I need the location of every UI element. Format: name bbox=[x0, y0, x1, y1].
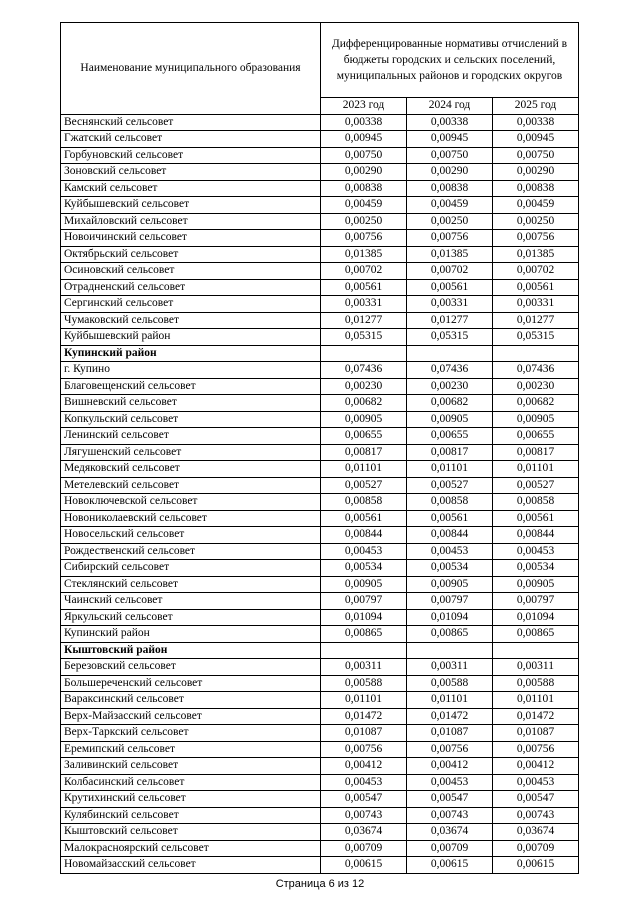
normative-value-2023: 0,00865 bbox=[321, 626, 407, 643]
header-name-column: Наименование муниципального образования bbox=[61, 23, 321, 115]
table-row bbox=[61, 675, 579, 692]
normative-value-2024: 0,00534 bbox=[407, 560, 493, 577]
normative-value-2024: 0,00858 bbox=[407, 494, 493, 511]
normative-value-2025: 0,00797 bbox=[493, 593, 579, 610]
table-row bbox=[61, 230, 579, 247]
normative-value-2024: 0,00756 bbox=[407, 230, 493, 247]
municipality-name: Еремипский сельсовет bbox=[61, 741, 321, 758]
municipality-name: Медяковский сельсовет bbox=[61, 461, 321, 478]
normative-value-2023: 0,01094 bbox=[321, 609, 407, 626]
municipality-name: Новониколаевский сельсовет bbox=[61, 510, 321, 527]
normative-value-2023: 0,01385 bbox=[321, 246, 407, 263]
municipality-name: Сибирский сельсовет bbox=[61, 560, 321, 577]
normative-value-2023: 0,00338 bbox=[321, 114, 407, 131]
normative-value-2025: 0,00527 bbox=[493, 477, 579, 494]
normative-value-2023: 0,01101 bbox=[321, 461, 407, 478]
page-footer: Страница 6 из 12 bbox=[275, 878, 365, 890]
normative-value-2025: 0,01277 bbox=[493, 312, 579, 329]
normative-value-2024: 0,00290 bbox=[407, 164, 493, 181]
table-row bbox=[61, 708, 579, 725]
municipality-name: Малокрасноярский сельсовет bbox=[61, 840, 321, 857]
normative-value-2023: 0,00331 bbox=[321, 296, 407, 313]
municipality-name: Камский сельсовет bbox=[61, 180, 321, 197]
normative-value-2025: 0,01101 bbox=[493, 461, 579, 478]
table-row bbox=[61, 263, 579, 280]
table-row bbox=[61, 164, 579, 181]
table-row bbox=[61, 444, 579, 461]
table-row bbox=[61, 692, 579, 709]
normative-value-2024: 0,00588 bbox=[407, 675, 493, 692]
normative-value-2024: 0,00250 bbox=[407, 213, 493, 230]
normative-value-2023: 0,00230 bbox=[321, 378, 407, 395]
normative-value-2025: 0,00750 bbox=[493, 147, 579, 164]
normative-value-2024: 0,00561 bbox=[407, 279, 493, 296]
normative-value-2023: 0,01101 bbox=[321, 692, 407, 709]
normative-value-2025: 0,00534 bbox=[493, 560, 579, 577]
normative-value-2024: 0,00844 bbox=[407, 527, 493, 544]
empty-cell bbox=[407, 642, 493, 659]
table-row bbox=[61, 576, 579, 593]
normative-value-2023: 0,00534 bbox=[321, 560, 407, 577]
table-row bbox=[61, 197, 579, 214]
normative-value-2025: 0,00702 bbox=[493, 263, 579, 280]
table-row bbox=[61, 741, 579, 758]
municipality-name: Ленинский сельсовет bbox=[61, 428, 321, 445]
table-row bbox=[61, 510, 579, 527]
normative-value-2023: 0,00743 bbox=[321, 807, 407, 824]
municipality-name: Кыштовский сельсовет bbox=[61, 824, 321, 841]
normative-value-2025: 0,07436 bbox=[493, 362, 579, 379]
municipality-name: Вишневский сельсовет bbox=[61, 395, 321, 412]
empty-cell bbox=[493, 345, 579, 362]
normative-value-2024: 0,00561 bbox=[407, 510, 493, 527]
normative-value-2025: 0,05315 bbox=[493, 329, 579, 346]
normative-value-2025: 0,00945 bbox=[493, 131, 579, 148]
normative-value-2024: 0,01277 bbox=[407, 312, 493, 329]
normative-value-2023: 0,00838 bbox=[321, 180, 407, 197]
normative-value-2023: 0,00756 bbox=[321, 741, 407, 758]
normative-value-2024: 0,00797 bbox=[407, 593, 493, 610]
normative-value-2025: 0,00331 bbox=[493, 296, 579, 313]
normative-value-2025: 0,01472 bbox=[493, 708, 579, 725]
normative-value-2024: 0,00750 bbox=[407, 147, 493, 164]
normative-value-2023: 0,00527 bbox=[321, 477, 407, 494]
municipality-name: г. Купино bbox=[61, 362, 321, 379]
normative-value-2024: 0,03674 bbox=[407, 824, 493, 841]
normative-value-2024: 0,00331 bbox=[407, 296, 493, 313]
municipality-name: Веснянский сельсовет bbox=[61, 114, 321, 131]
normative-value-2025: 0,01094 bbox=[493, 609, 579, 626]
normative-value-2024: 0,00756 bbox=[407, 741, 493, 758]
municipality-name: Зоновский сельсовет bbox=[61, 164, 321, 181]
section-row bbox=[61, 345, 579, 362]
table-row bbox=[61, 114, 579, 131]
normative-value-2023: 0,01472 bbox=[321, 708, 407, 725]
table-row bbox=[61, 477, 579, 494]
normative-value-2023: 0,00547 bbox=[321, 791, 407, 808]
normative-value-2023: 0,00844 bbox=[321, 527, 407, 544]
municipality-name: Чаинский сельсовет bbox=[61, 593, 321, 610]
empty-cell bbox=[321, 642, 407, 659]
normative-value-2025: 0,00453 bbox=[493, 543, 579, 560]
table-row bbox=[61, 758, 579, 775]
municipality-name: Новосельский сельсовет bbox=[61, 527, 321, 544]
normative-value-2025: 0,00865 bbox=[493, 626, 579, 643]
normative-value-2024: 0,00412 bbox=[407, 758, 493, 775]
normative-value-2025: 0,00682 bbox=[493, 395, 579, 412]
section-title: Купинский район bbox=[61, 345, 321, 362]
empty-cell bbox=[493, 642, 579, 659]
table-row bbox=[61, 411, 579, 428]
table-row bbox=[61, 807, 579, 824]
municipality-name: Заливинский сельсовет bbox=[61, 758, 321, 775]
table-row bbox=[61, 246, 579, 263]
normative-value-2024: 0,01094 bbox=[407, 609, 493, 626]
municipality-name: Вараксинский сельсовет bbox=[61, 692, 321, 709]
municipality-name: Метелевский сельсовет bbox=[61, 477, 321, 494]
municipality-name: Горбуновский сельсовет bbox=[61, 147, 321, 164]
normative-value-2023: 0,00311 bbox=[321, 659, 407, 676]
normative-value-2023: 0,07436 bbox=[321, 362, 407, 379]
normative-value-2024: 0,00230 bbox=[407, 378, 493, 395]
normative-value-2023: 0,03674 bbox=[321, 824, 407, 841]
table-row bbox=[61, 180, 579, 197]
normative-value-2023: 0,00561 bbox=[321, 510, 407, 527]
normative-value-2023: 0,00797 bbox=[321, 593, 407, 610]
normative-value-2025: 0,00756 bbox=[493, 230, 579, 247]
normative-value-2024: 0,05315 bbox=[407, 329, 493, 346]
normative-value-2023: 0,00682 bbox=[321, 395, 407, 412]
normative-value-2025: 0,00250 bbox=[493, 213, 579, 230]
normative-value-2025: 0,00412 bbox=[493, 758, 579, 775]
municipality-name: Новоичинский сельсовет bbox=[61, 230, 321, 247]
table-row bbox=[61, 824, 579, 841]
normative-value-2025: 0,00547 bbox=[493, 791, 579, 808]
normative-value-2025: 0,00453 bbox=[493, 774, 579, 791]
municipality-name: Яркульский сельсовет bbox=[61, 609, 321, 626]
municipality-name: Чумаковский сельсовет bbox=[61, 312, 321, 329]
normative-value-2024: 0,00945 bbox=[407, 131, 493, 148]
empty-cell bbox=[321, 345, 407, 362]
table-row bbox=[61, 147, 579, 164]
normative-value-2024: 0,00905 bbox=[407, 576, 493, 593]
municipality-name: Верх-Майзасский сельсовет bbox=[61, 708, 321, 725]
normative-value-2023: 0,00709 bbox=[321, 840, 407, 857]
table-row bbox=[61, 857, 579, 874]
normative-value-2025: 0,00756 bbox=[493, 741, 579, 758]
table-row bbox=[61, 461, 579, 478]
table-row bbox=[61, 659, 579, 676]
normative-value-2024: 0,00743 bbox=[407, 807, 493, 824]
municipality-name: Копкульский сельсовет bbox=[61, 411, 321, 428]
normative-value-2025: 0,00844 bbox=[493, 527, 579, 544]
normative-value-2023: 0,00858 bbox=[321, 494, 407, 511]
table-row bbox=[61, 329, 579, 346]
table-row bbox=[61, 362, 579, 379]
normative-value-2025: 0,00709 bbox=[493, 840, 579, 857]
municipality-name: Сергинский сельсовет bbox=[61, 296, 321, 313]
normative-value-2023: 0,00453 bbox=[321, 774, 407, 791]
normative-value-2024: 0,00459 bbox=[407, 197, 493, 214]
section-title: Кыштовский район bbox=[61, 642, 321, 659]
header-normatives-column: Дифференцированные нормативы отчислений в бюджеты городских и сельских поселений, муниципальных районов и городских округов bbox=[321, 23, 579, 98]
normative-value-2024: 0,00865 bbox=[407, 626, 493, 643]
header-year-2025: 2025 год bbox=[493, 98, 579, 115]
municipality-name: Отрадненский сельсовет bbox=[61, 279, 321, 296]
normative-value-2023: 0,00702 bbox=[321, 263, 407, 280]
normative-value-2024: 0,07436 bbox=[407, 362, 493, 379]
normative-value-2024: 0,01101 bbox=[407, 461, 493, 478]
normative-value-2024: 0,00817 bbox=[407, 444, 493, 461]
municipality-name: Крутихинский сельсовет bbox=[61, 791, 321, 808]
municipality-name: Березовский сельсовет bbox=[61, 659, 321, 676]
table-row bbox=[61, 593, 579, 610]
normative-value-2024: 0,00453 bbox=[407, 543, 493, 560]
normative-value-2025: 0,00905 bbox=[493, 411, 579, 428]
normative-value-2025: 0,00615 bbox=[493, 857, 579, 874]
normative-value-2024: 0,00702 bbox=[407, 263, 493, 280]
header-year-2023: 2023 год bbox=[321, 98, 407, 115]
normatives-table bbox=[60, 22, 579, 874]
normative-value-2024: 0,01472 bbox=[407, 708, 493, 725]
municipality-name: Колбасинский сельсовет bbox=[61, 774, 321, 791]
normative-value-2023: 0,00756 bbox=[321, 230, 407, 247]
municipality-name: Новомайзасский сельсовет bbox=[61, 857, 321, 874]
normative-value-2025: 0,00290 bbox=[493, 164, 579, 181]
normative-value-2023: 0,05315 bbox=[321, 329, 407, 346]
empty-cell bbox=[407, 345, 493, 362]
normative-value-2023: 0,00945 bbox=[321, 131, 407, 148]
municipality-name: Большереченский сельсовет bbox=[61, 675, 321, 692]
normative-value-2023: 0,00905 bbox=[321, 576, 407, 593]
normative-value-2023: 0,01277 bbox=[321, 312, 407, 329]
normative-value-2024: 0,00615 bbox=[407, 857, 493, 874]
normative-value-2023: 0,00561 bbox=[321, 279, 407, 296]
normative-value-2025: 0,00311 bbox=[493, 659, 579, 676]
municipality-name: Рождественский сельсовет bbox=[61, 543, 321, 560]
normative-value-2024: 0,01087 bbox=[407, 725, 493, 742]
municipality-name: Гжатский сельсовет bbox=[61, 131, 321, 148]
normative-value-2023: 0,00290 bbox=[321, 164, 407, 181]
table-row bbox=[61, 395, 579, 412]
normative-value-2024: 0,00547 bbox=[407, 791, 493, 808]
normative-value-2023: 0,00412 bbox=[321, 758, 407, 775]
normative-value-2025: 0,00838 bbox=[493, 180, 579, 197]
municipality-name: Осиновский сельсовет bbox=[61, 263, 321, 280]
table-row bbox=[61, 543, 579, 560]
normative-value-2025: 0,01087 bbox=[493, 725, 579, 742]
normative-value-2023: 0,00453 bbox=[321, 543, 407, 560]
normative-value-2024: 0,00905 bbox=[407, 411, 493, 428]
normative-value-2025: 0,00817 bbox=[493, 444, 579, 461]
normative-value-2023: 0,00459 bbox=[321, 197, 407, 214]
municipality-name: Октябрьский сельсовет bbox=[61, 246, 321, 263]
normative-value-2025: 0,00905 bbox=[493, 576, 579, 593]
normative-value-2025: 0,00588 bbox=[493, 675, 579, 692]
table-body bbox=[61, 114, 579, 873]
table-row bbox=[61, 296, 579, 313]
municipality-name: Благовещенский сельсовет bbox=[61, 378, 321, 395]
normative-value-2023: 0,00905 bbox=[321, 411, 407, 428]
normative-value-2023: 0,01087 bbox=[321, 725, 407, 742]
municipality-name: Стеклянский сельсовет bbox=[61, 576, 321, 593]
municipality-name: Куйбышевский сельсовет bbox=[61, 197, 321, 214]
normative-value-2023: 0,00615 bbox=[321, 857, 407, 874]
normative-value-2024: 0,01385 bbox=[407, 246, 493, 263]
table-row bbox=[61, 774, 579, 791]
normative-value-2025: 0,00858 bbox=[493, 494, 579, 511]
normative-value-2025: 0,00743 bbox=[493, 807, 579, 824]
table-row bbox=[61, 626, 579, 643]
table-row bbox=[61, 213, 579, 230]
table-row bbox=[61, 428, 579, 445]
normative-value-2024: 0,00655 bbox=[407, 428, 493, 445]
normative-value-2024: 0,00682 bbox=[407, 395, 493, 412]
table-row bbox=[61, 378, 579, 395]
table-row bbox=[61, 560, 579, 577]
normative-value-2025: 0,01101 bbox=[493, 692, 579, 709]
table-row bbox=[61, 312, 579, 329]
normative-value-2025: 0,00561 bbox=[493, 510, 579, 527]
normative-value-2025: 0,00338 bbox=[493, 114, 579, 131]
table-row bbox=[61, 609, 579, 626]
normative-value-2024: 0,00311 bbox=[407, 659, 493, 676]
table-row bbox=[61, 131, 579, 148]
normative-value-2025: 0,00230 bbox=[493, 378, 579, 395]
normative-value-2024: 0,00838 bbox=[407, 180, 493, 197]
table-row bbox=[61, 279, 579, 296]
normative-value-2023: 0,00250 bbox=[321, 213, 407, 230]
normative-value-2023: 0,00750 bbox=[321, 147, 407, 164]
municipality-name: Михайловский сельсовет bbox=[61, 213, 321, 230]
normative-value-2024: 0,00453 bbox=[407, 774, 493, 791]
normative-value-2025: 0,03674 bbox=[493, 824, 579, 841]
header-year-2024: 2024 год bbox=[407, 98, 493, 115]
normative-value-2025: 0,00459 bbox=[493, 197, 579, 214]
normative-value-2023: 0,00655 bbox=[321, 428, 407, 445]
municipality-name: Купинский район bbox=[61, 626, 321, 643]
table-row bbox=[61, 840, 579, 857]
municipality-name: Куйбышевский район bbox=[61, 329, 321, 346]
municipality-name: Кулябинский сельсовет bbox=[61, 807, 321, 824]
table-row bbox=[61, 494, 579, 511]
table-row bbox=[61, 725, 579, 742]
normative-value-2023: 0,00817 bbox=[321, 444, 407, 461]
normative-value-2024: 0,00338 bbox=[407, 114, 493, 131]
table-row bbox=[61, 791, 579, 808]
normative-value-2024: 0,01101 bbox=[407, 692, 493, 709]
normative-value-2024: 0,00709 bbox=[407, 840, 493, 857]
section-row bbox=[61, 642, 579, 659]
normative-value-2023: 0,00588 bbox=[321, 675, 407, 692]
normative-value-2025: 0,00655 bbox=[493, 428, 579, 445]
normative-value-2025: 0,01385 bbox=[493, 246, 579, 263]
municipality-name: Новоключевской сельсовет bbox=[61, 494, 321, 511]
normative-value-2024: 0,00527 bbox=[407, 477, 493, 494]
municipality-name: Верх-Таркский сельсовет bbox=[61, 725, 321, 742]
municipality-name: Лягушенский сельсовет bbox=[61, 444, 321, 461]
normative-value-2025: 0,00561 bbox=[493, 279, 579, 296]
table-row bbox=[61, 527, 579, 544]
